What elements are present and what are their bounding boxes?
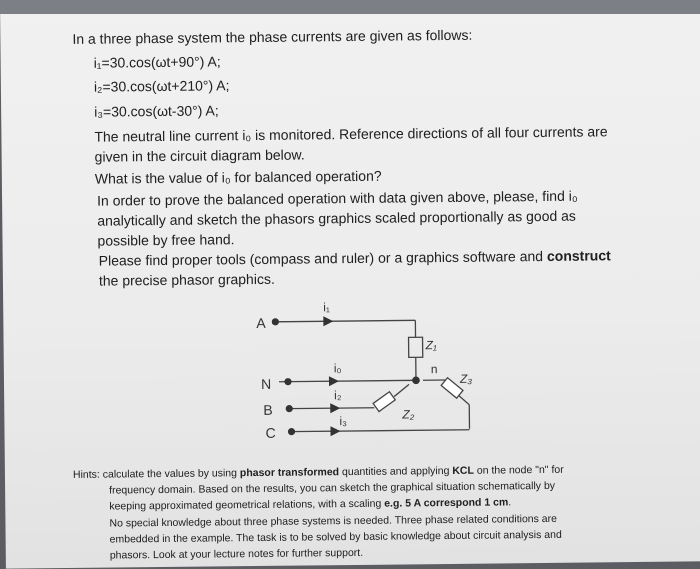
- current-i2-label: i₂: [334, 388, 342, 402]
- node-c-label: C: [265, 425, 275, 441]
- node-a-label: A: [256, 315, 266, 331]
- equation-i1: i₁=30.cos(ωt+90°) A;: [94, 51, 221, 72]
- equation-i2: i₂=30.cos(ωt+210°) A;: [94, 75, 230, 96]
- tools-text-line2: the precise phasor graphics.: [99, 269, 275, 291]
- equation-i3: i₃=30.cos(ωt-30°) A;: [94, 100, 219, 121]
- hint-line4: No special knowledge about three phase systems is needed. Three phase related conditions are: [109, 512, 557, 532]
- hint-bold-phasor: phasor transformed: [240, 466, 339, 479]
- hint-text: .: [508, 496, 511, 508]
- dark-top-strip: [0, 0, 700, 14]
- node-b-label: B: [263, 402, 273, 418]
- prove-text-line2: analytically and sketch the phasors graphics scaled proportionally as good as: [97, 206, 576, 231]
- impedance-z3-label: Z₃: [459, 372, 472, 386]
- current-i0-label: i₀: [334, 361, 342, 375]
- balanced-question: What is the value of i₀ for balanced operation?: [95, 166, 382, 189]
- neutral-text-line2: given in the circuit diagram below.: [95, 144, 305, 166]
- tools-text-plain: Please find proper tools (compass and ruler) or a graphics software and: [99, 248, 547, 269]
- neutral-text-line1: The neutral line current i₀ is monitored. Reference directions of all four currents are: [94, 121, 607, 146]
- tools-text-bold: construct: [547, 247, 611, 264]
- node-n-label: N: [261, 376, 271, 392]
- prove-text-line1: In order to prove the balanced operation with data given above, please, find i₀: [97, 186, 578, 211]
- hint-line5: embedded in the example. The task is to be solved by basic knowledge about circuit analysis and: [110, 528, 562, 548]
- impedance-z1-label: Z₁: [425, 338, 437, 352]
- prove-text-line3: possible by free hand.: [97, 229, 234, 250]
- hint-text: on the node "n" for: [474, 464, 564, 477]
- impedance-z2-label: Z₂: [401, 407, 414, 421]
- intro-text: In a three phase system the phase currents are given as follows:: [72, 25, 472, 49]
- hint-text: Hints: calculate the values by using: [73, 467, 240, 481]
- node-n-center-label: n: [431, 362, 438, 376]
- current-i3-label: i₃: [339, 414, 347, 428]
- hint-text: keeping approximated geometrical relations, with a scaling: [109, 498, 384, 513]
- hint-line2: frequency domain. Based on the results, you can sketch the graphical situation schematically by: [109, 479, 555, 499]
- hint-line6: phasors. Look at your lecture notes for further support.: [110, 546, 363, 564]
- hint-bold-scaling: e.g. 5 A correspond 1 cm: [384, 496, 508, 509]
- hint-bold-kcl: KCL: [452, 465, 474, 477]
- hint-text: quantities and applying: [339, 465, 452, 478]
- current-i1-label: i₁: [323, 300, 330, 314]
